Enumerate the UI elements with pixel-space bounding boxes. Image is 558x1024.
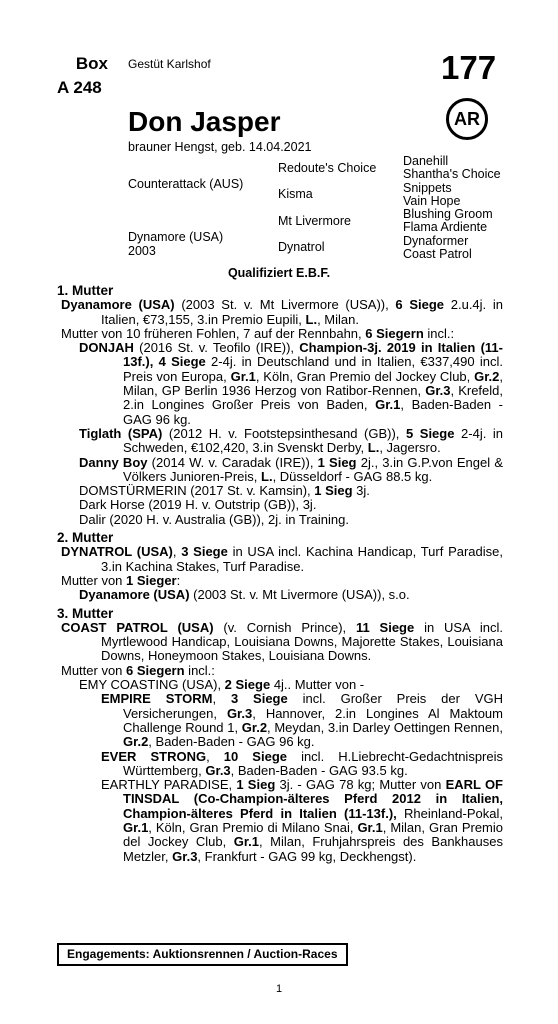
progeny-dark-horse: Dark Horse (2019 H. v. Outstrip (GB)), 3j. <box>79 497 317 513</box>
progeny-domsturmerin: DOMSTÜRMERIN (2017 St. v. Kamsin), 1 Sieg 3j. <box>79 483 370 499</box>
page-number: 1 <box>275 983 283 995</box>
section-heading-1: 1. Mutter <box>57 283 114 298</box>
pedigree-gen3-4: Vain Hope <box>403 194 461 208</box>
pedigree-gen2-4: Dynatrol <box>278 240 325 254</box>
progeny-dyanamore: Dyanamore (USA) (2003 St. v. Mt Livermore (USA)), s.o. <box>79 587 410 603</box>
lot-number: 177 <box>441 49 497 86</box>
pedigree-sire: Counterattack (AUS) <box>128 177 244 191</box>
progeny-dalir: Dalir (2020 H. v. Australia (GB)), 2j. in Training. <box>79 511 349 527</box>
box-label: Box <box>75 54 108 73</box>
pedigree-gen3-7: Dynaformer <box>403 234 469 248</box>
third-dam-produce: Mutter von 6 Siegern incl.: <box>61 662 215 678</box>
engagements-box: Engagements: Auktionsrennen / Auction-Races <box>57 943 348 966</box>
dam-entry: Dyanamore (USA) (2003 St. v. Mt Livermore (USA)), 6 Siege 2.u.4j. in Italien, €73,155, 3.in Premio Eupili, L., Milan. <box>61 297 503 327</box>
pedigree-dam-year: 2003 <box>128 244 156 258</box>
pedigree-gen2-3: Mt Livermore <box>278 214 351 228</box>
horse-description: brauner Hengst, geb. 14.04.2021 <box>128 140 312 154</box>
box-number: A 248 <box>57 78 102 97</box>
pedigree-gen2-2: Kisma <box>278 187 313 201</box>
progeny-emy-coasting: EMY COASTING (USA), 2 Siege 4j.. Mutter von - <box>79 677 365 693</box>
progeny-empire-storm: EMPIRE STORM, 3 Siege incl. Großer Preis der VGH Versicherungen, Gr.3, Hannover, 2.in Longines Al Maktoum Challenge Round 1, Gr.2, Meydan, 3.in Darley Oettingen Rennen, Gr.2, Baden-Baden - GAG 96 kg. <box>101 691 503 750</box>
second-dam-entry: DYNATROL (USA), 3 Siege in USA incl. Kachina Handicap, Turf Paradise, 3.in Kachina Stakes, Turf Paradise. <box>61 544 503 574</box>
foals-summary: Mutter von 10 früheren Fohlen, 7 auf der Rennbahn, 6 Siegern incl.: <box>61 325 455 341</box>
pedigree-dam: Dynamore (USA) <box>128 230 224 244</box>
second-dam-produce: Mutter von 1 Sieger: <box>61 572 181 588</box>
section-heading-2: 2. Mutter <box>57 530 114 546</box>
pedigree-gen3-8: Coast Patrol <box>403 247 472 261</box>
pedigree-gen3-5: Blushing Groom <box>403 207 493 221</box>
pedigree-gen3-6: Flama Ardiente <box>403 220 488 234</box>
progeny-danny-boy: Danny Boy (2014 W. v. Caradak (IRE)), 1 Sieg 2j., 3.in G.P.von Engel & Völkers Junioren-Preis, L., Düsseldorf - GAG 88.5 kg. <box>79 454 504 484</box>
breeder: Gestüt Karlshof <box>128 57 211 71</box>
third-dam-entry: COAST PATROL (USA) (v. Cornish Prince), 11 Siege in USA incl. Myrtlewood Handicap, Louisiana Downs, Majorette Stakes, Louisiana Downs, Honeymoon Stakes, Louisiana Downs. <box>61 619 503 664</box>
pedigree-gen3-2: Shantha's Choice <box>403 167 501 181</box>
section-heading-3: 3. Mutter <box>57 605 114 621</box>
progeny-earthly-paradise: EARTHLY PARADISE, 1 Sieg 3j. - GAG 78 kg; Mutter von EARL OF TINSDAL (Co-Champion-älteres Pferd 2012 in Italien, Champion-älteres Pferd in Italien (11-13f.), Rheinland-Pokal, Gr.1, Köln, Gran Premio di Milano Snai, Gr.1, Milan, Gran Premio del Jockey Club, Gr.1, Milan, Fruhjahrspreis des Bankhauses Metzler, Gr.3, Frankfurt - GAG 99 kg, Deckhengst). <box>101 777 504 864</box>
pedigree-gen2-1: Redoute's Choice <box>278 161 377 175</box>
horse-name: Don Jasper <box>128 106 281 137</box>
progeny-tiglath: Tiglath (SPA) (2012 H. v. Footstepsinthesand (GB)), 5 Siege 2-4j. in Schweden, €102,420, 3.in Svenskt Derby, L., Jagersro. <box>79 425 503 456</box>
catalogue-body <box>57 284 503 864</box>
progeny-donjah: DONJAH (2016 St. v. Teofilo (IRE)), Champion-3j. 2019 in Italien (11-13f.), 4 Siege 2-4j. in Deutschland und in Italien, €337,490 incl. Preis von Europa, Gr.1, Köln, Gran Premio del Jockey Club, Gr.2, Milan, GP Berlin 1936 Herzog von Ratibor-Rennen, Gr.3, Krefeld, 2.in Longines Großer Preis von Baden, Gr.1, Baden-Baden - GAG 96 kg. <box>79 340 504 427</box>
pedigree-gen3-3: Snippets <box>403 181 452 195</box>
pedigree-gen3-1: Danehill <box>403 154 449 168</box>
progeny-ever-strong: EVER STRONG, 10 Siege incl. H.Liebrecht-Gedachtnispreis Württemberg, Gr.3, Baden-Baden - GAG 93.5 kg. <box>101 748 504 778</box>
ar-badge: AR <box>446 98 488 140</box>
qualification: Qualifiziert E.B.F. <box>227 266 331 280</box>
